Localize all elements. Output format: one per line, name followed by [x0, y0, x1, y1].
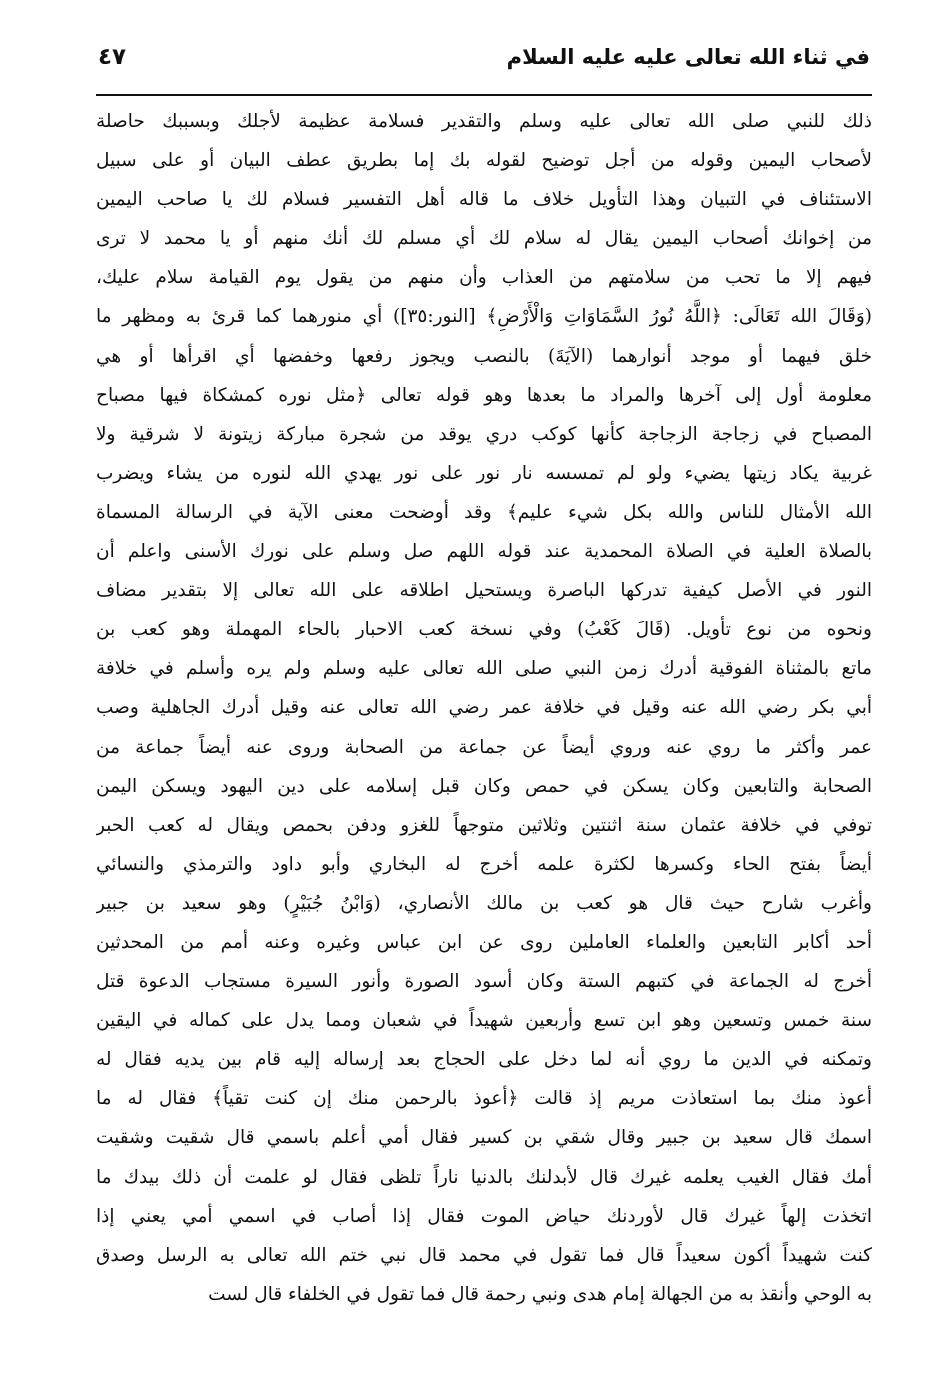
- running-title: في ثناء الله تعالى عليه عليه السلام: [506, 45, 870, 69]
- text-line: خلق فيهما أو موجد أنوارهما (الآيَةَ) بالنصب ويجوز رفعها وخفضها أي اقرأها أو هي: [96, 345, 872, 367]
- text-line: الصحابة والتابعين وكان يسكن في حمص وكان قبل إسلامه على دين اليهود ويسكن اليمن: [96, 775, 872, 797]
- page-number: ٤٧: [98, 44, 127, 70]
- text-line: توفي في خلافة عثمان سنة اثنتين وثلاثين متوجهاً للغزو ودفن بحمص ويقال له كعب الحبر: [96, 814, 872, 836]
- text-line: غربية يكاد زيتها يضيء ولو لم تمسسه نار نور على نور يهدي الله لنوره من يشاء ويضرب: [96, 462, 872, 484]
- header-rule: [96, 94, 872, 96]
- text-line: أبي بكر رضي الله عنه وقيل في خلافة عمر رضي الله تعالى عنه وقيل أدرك الجاهلية وصب: [96, 697, 872, 719]
- text-line: الله الأمثال للناس والله بكل شيء عليم﴾ وقد أوضحت معنى الآية في الرسالة المسماة: [96, 501, 872, 523]
- text-line: النور في الأصل كيفية تدركها الباصرة ويستحيل اطلاقه على الله تعالى إلا بتقدير مضاف: [96, 580, 872, 602]
- text-line: أحد أكابر التابعين والعلماء العاملين روى عن ابن عباس وغيره وعنه أمم من المحدثين: [96, 931, 872, 953]
- text-line: به الوحي وأنقذ به من الجهالة إمام هدى ونبي رحمة قال فما تقول في الخلفاء قال لست: [208, 1283, 872, 1305]
- text-line: من إخوانك أصحاب اليمين يقال له سلام لك أي مسلم لك أنك منهم أو يا محمد لا ترى: [96, 228, 872, 250]
- text-line: وأغرب شارح حيث قال هو كعب بن مالك الأنصاري، (وَابْنُ جُبَيْرٍ) وهو سعيد بن جبير: [96, 892, 872, 914]
- text-line: أعوذ منك بما استعاذت مريم إذ قالت ﴿أعوذ بالرحمن منك إن كنت تقياً﴾ فقال له ما: [96, 1088, 872, 1110]
- text-line: عمر وأكثر ما روي عنه وروي أيضاً عن جماعة من الصحابة وروى عنه أيضاً جماعة من: [96, 736, 872, 758]
- text-line: وتمكنه في الدين ما روي أنه لما دخل على الحجاج بعد إرساله إليه قام بين يديه فقال له: [96, 1049, 872, 1071]
- text-line: كنت شهيداً أكون سعيداً قال فما تقول في محمد قال نبي ختم الله تعالى به الرسل وصدق: [96, 1244, 872, 1266]
- text-line: أمك فقال الغيب يعلمه غيرك قال لأبدلنك بالدنيا ناراً تلظى فقال لو علمت أن ذلك بيدك ما: [96, 1166, 872, 1188]
- text-line: المصباح في زجاجة الزجاجة كأنها كوكب دري يوقد من شجرة مباركة زيتونة لا شرقية ولا: [96, 423, 872, 445]
- text-line: بالصلاة العلية في الصلاة المحمدية عند قوله اللهم صل وسلم على نورك الأسنى واعلم أن: [96, 541, 872, 563]
- text-line: أيضاً بفتح الحاء وكسرها لكثرة علمه أخرج له البخاري وأبو داود والترمذي والنسائي: [96, 853, 872, 875]
- text-line: معلومة أول إلى آخرها والمراد ما بعدها وهو قوله تعالى ﴿مثل نوره كمشكاة فيها مصباح: [96, 384, 872, 406]
- text-line: أخرج له الجماعة في كتبهم الستة وكان أسود الصورة وأنور السيرة مستجاب الدعوة قتل: [96, 971, 872, 993]
- text-line: فيهم إلا ما تحب من سلامتهم من العذاب وأن منهم من يقول يوم القيامة سلام عليك،: [96, 267, 872, 289]
- body-text: [96, 102, 872, 1314]
- text-line: ونحوه من نوع تأويل. (قَالَ كَعْبُ) وفي نسخة كعب الاحبار بالحاء المهملة وهو كعب بن: [96, 619, 872, 641]
- text-line: (وَقَالَ الله تَعَالَى: ﴿اللَّهُ نُورُ السَّمَاوَاتِ وَالْأَرْضِ﴾ [النور:٣٥]) أي منورهما كما قرئ به ومظهر ما: [96, 306, 872, 328]
- text-line: ذلك للنبي صلى الله تعالى عليه وسلم والتقدير فسلامة عظيمة لأجلك وبسببك حاصلة: [96, 111, 872, 132]
- text-line: اتخذت إلهاً غيرك قال لأوردنك حياض الموت فقال إذا أصاب في اسمي أمي يعني إذا: [96, 1205, 872, 1227]
- text-line: سنة خمس وتسعين وهو ابن تسع وأربعين شهيداً في شعبان ومما يدل على كماله في اليقين: [96, 1010, 872, 1032]
- text-line: لأصحاب اليمين وقوله من أجل توضيح لقوله بك إما بطريق عطف البيان أو على سبيل: [96, 150, 872, 172]
- text-line: اسمك قال سعيد بن جبير وقال شقي بن كسير فقال أمي أعلم باسمي قال شقيت وشقيت: [96, 1127, 872, 1149]
- text-line: الاستئناف في التبيان وهذا التأويل خلاف ما قاله أهل التفسير فسلام لك يا صاحب اليمين: [96, 189, 872, 211]
- page-header: [96, 36, 870, 86]
- text-line: ماتع بالمثناة الفوقية أدرك زمن النبي صلى الله تعالى عليه وسلم ولم يره وأسلم في خلافة: [96, 658, 872, 680]
